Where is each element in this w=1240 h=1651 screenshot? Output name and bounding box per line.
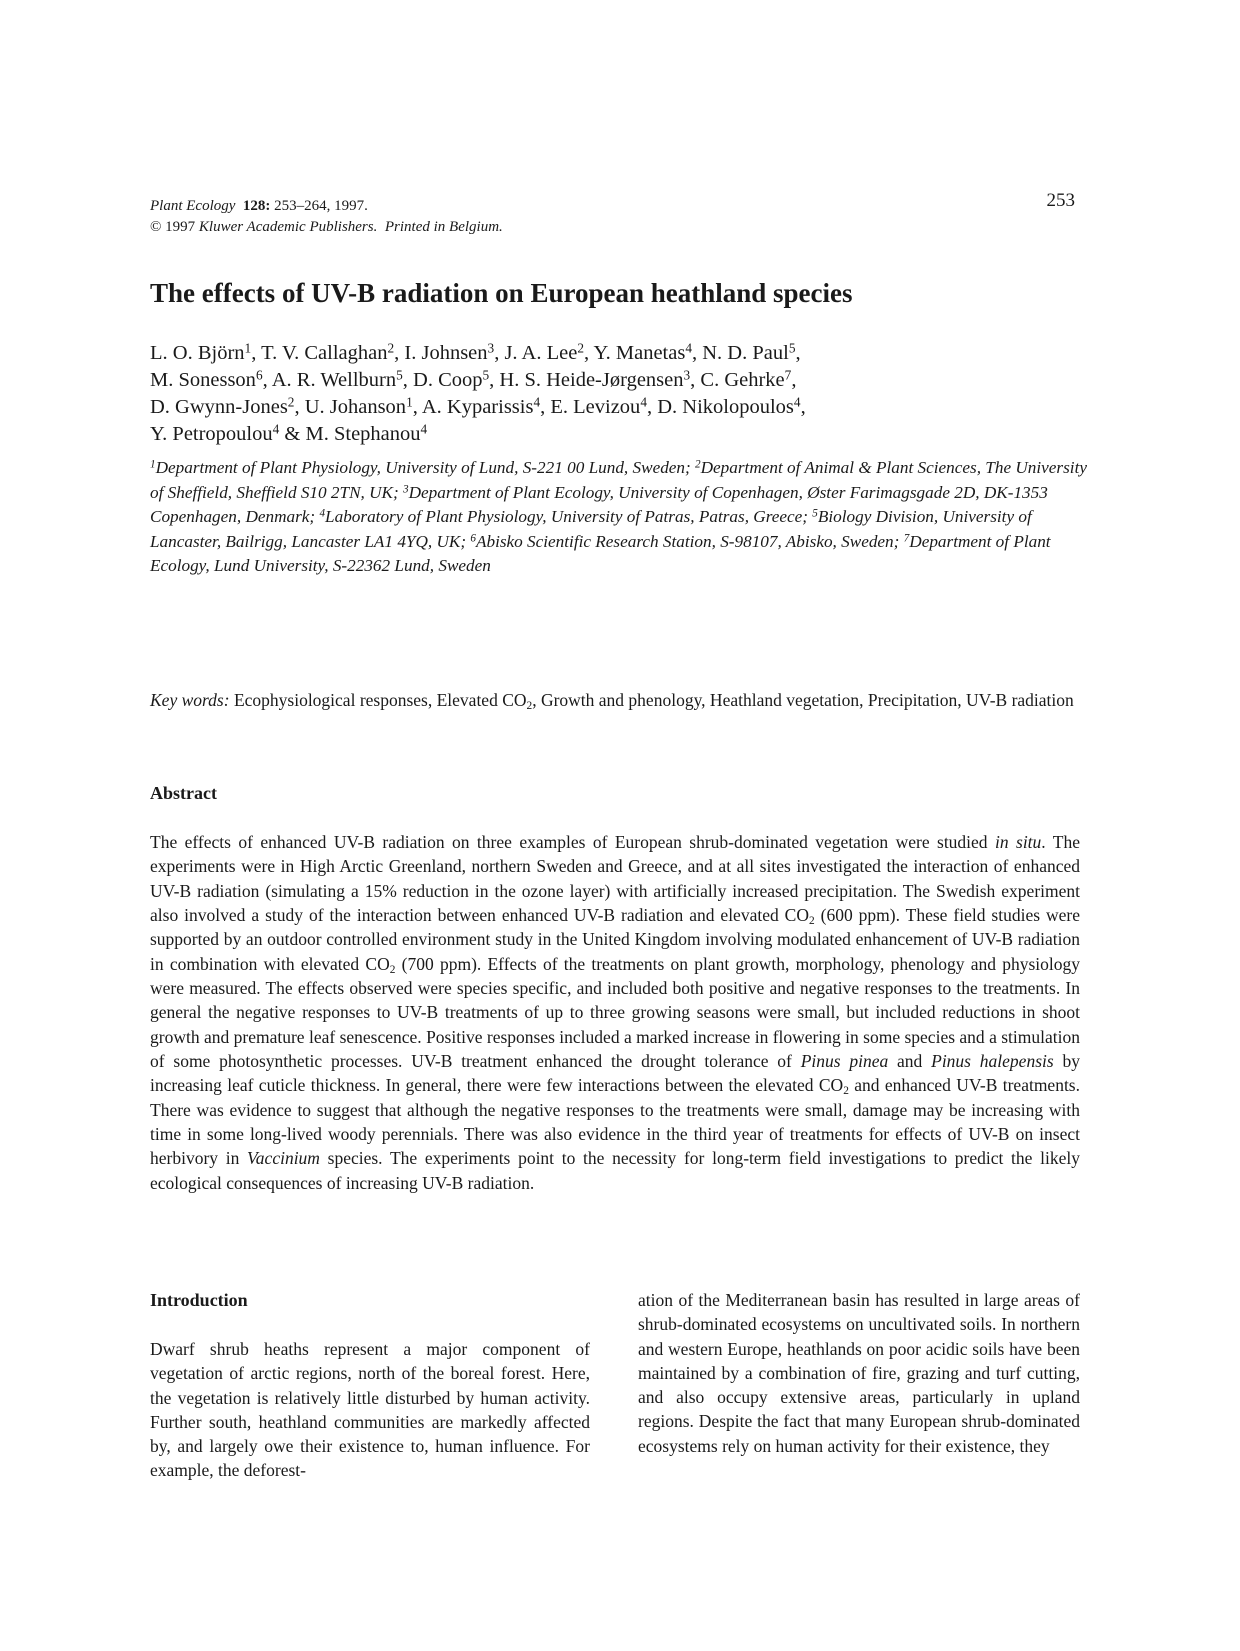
affiliation-text: Biology Division, University of Lancaster, Bailrigg, Lancaster LA1 4YQ, UK; <box>150 507 1032 551</box>
copyright-line <box>150 217 503 238</box>
journal-pages: 253–264, 1997. <box>274 198 368 214</box>
author-name: I. Johnsen <box>404 342 488 364</box>
affiliation-text: Abisko Scientific Research Station, S-98107, Abisko, Sweden; <box>475 531 904 551</box>
printed-in: Printed in Belgium. <box>384 219 503 235</box>
author-name: A. Kyparissis <box>421 396 534 418</box>
abstract-emphasis: in situ <box>994 832 1042 852</box>
abstract-text: species. The experiments point to the necessity for long-term field investigations to predict the likely ecological consequences of increasing UV-B radiation. <box>150 1148 1080 1193</box>
author-affiliation-mark: 1 <box>244 340 252 356</box>
author-separator: , <box>583 342 594 364</box>
abstract-text: (700 ppm). Effects of the treatments on plant growth, morphology, phenology and physiology were measured. The effects observed were species specific, and included both positive and negative responses to the treatments. In general the negative responses to UV-B treatments of up to three growing seasons were small, but included reductions in shoot growth and premature leaf senescence. Positive responses included a marked increase in flowering in some species and a stimulation of some photosynthetic processes. UV-B treatment enhanced the drought tolerance of <box>150 953 1081 1072</box>
affiliation-mark: 5 <box>812 507 818 520</box>
author-affiliation-mark: 4 <box>420 421 428 437</box>
affiliation-text: Department of Plant Ecology, Lund University, S-22362 Lund, Sweden <box>150 531 1051 575</box>
author-affiliation-mark: 7 <box>784 367 792 383</box>
author-separator: , <box>402 369 414 391</box>
affiliations <box>150 456 1090 579</box>
species-name: Vaccinium <box>247 1148 320 1169</box>
author-separator: , <box>262 369 272 391</box>
author-affiliation-mark: 4 <box>793 394 801 410</box>
author-affiliation-mark: 2 <box>577 340 584 356</box>
author-affiliation-mark: 2 <box>287 394 295 410</box>
abstract-text: and <box>888 1051 932 1072</box>
affiliation-mark: 3 <box>403 482 409 495</box>
author-name: Y. Manetas <box>593 342 686 364</box>
author-affiliation-mark: 3 <box>487 340 495 356</box>
abstract-text: (600 ppm). These field studies were supported by an outdoor controlled environment study in the United Kingdom involving modulated enhancement of UV-B radiation in combination with elevated CO <box>150 905 1080 974</box>
author-affiliation-mark: 1 <box>406 394 413 410</box>
affiliation-mark: 6 <box>470 531 476 544</box>
author-separator: , <box>791 369 797 391</box>
abstract-heading: Abstract <box>150 783 217 803</box>
author-affiliation-mark: 6 <box>255 367 263 383</box>
author-affiliation-mark: 4 <box>685 340 692 356</box>
species-name: Pinus pinea <box>800 1051 889 1072</box>
author-name: M. Stephanou <box>305 423 421 445</box>
abstract-text: . The experiments were in High Arctic Greenland, northern Sweden and Greece, and at all sites investigated the interaction of enhanced UV-B radiation (simulating a 15% reduction in the ozone layer) with artificially increased precipitation. The Swedish experiment also involved a study of the interaction between enhanced UV-B radiation and elevated CO <box>150 832 1080 926</box>
author-line-2 <box>150 369 796 391</box>
copyright-icon: © <box>150 219 162 235</box>
paper-title: The effects of UV-B radiation on European heathland species <box>150 278 853 308</box>
author-separator: , <box>795 342 801 364</box>
abstract-text: The effects of enhanced UV-B radiation on three examples of European shrub-dominated vegetation were studied <box>150 832 995 852</box>
author-separator: , <box>692 342 703 364</box>
introduction-heading: Introduction <box>150 1290 248 1310</box>
author-separator: , <box>394 342 405 364</box>
author-list <box>150 340 1080 448</box>
abstract-body <box>150 830 1080 1195</box>
affiliation-text: Department of Plant Physiology, University of Lund, S-221 00 Lund, Sweden; <box>155 458 696 477</box>
subscript: 2 <box>809 914 815 927</box>
author-name: U. Johanson <box>304 396 407 418</box>
author-affiliation-mark: 5 <box>396 367 403 383</box>
copyright-year: 1997 <box>165 219 196 235</box>
publisher: Kluwer Academic Publishers. <box>198 219 378 235</box>
introduction-column-left: Dwarf shrub heaths represent a major component of vegetation of arctic regions, north of the boreal forest. Here, the vegetation is relatively little disturbed by human activity. Further south, heathland communities are markedly affected by, and largely owe their existence to, human influence. For example, the deforest- <box>150 1339 590 1481</box>
author-name: E. Levizou <box>550 396 641 418</box>
author-name: Y. Petropoulou <box>150 423 273 445</box>
affiliation-mark: 4 <box>319 507 326 520</box>
author-separator: , <box>251 342 262 364</box>
author-name: D. Nikolopoulos <box>657 396 794 418</box>
author-name: L. O. Björn <box>150 342 245 364</box>
subscript: 2 <box>389 963 396 976</box>
author-name: J. A. Lee <box>504 342 578 364</box>
author-affiliation-mark: 3 <box>683 367 691 383</box>
author-affiliation-mark: 4 <box>640 394 647 410</box>
introduction-column-right: ation of the Mediterranean basin has resulted in large areas of shrub-dominated ecosystems on uncultivated soils. In northern and western Europe, heathlands on poor acidic soils have been maintained by a combination of fire, grazing and turf cutting, and also occupy extensive areas, particularly in upland regions. Despite the fact that many European shrub-dominated ecosystems rely on human activity for their existence, they <box>638 1290 1080 1456</box>
keywords-text: Ecophysiological responses, Elevated CO <box>233 690 527 710</box>
author-name: D. Coop <box>413 369 483 391</box>
author-affiliation-mark: 5 <box>482 367 490 383</box>
author-separator: , <box>540 396 551 418</box>
author-name: D. Gwynn-Jones <box>150 396 288 418</box>
author-separator: , <box>489 369 500 391</box>
author-line-4 <box>150 423 427 445</box>
subscript: 2 <box>843 1085 849 1098</box>
author-affiliation-mark: 2 <box>387 340 395 356</box>
author-name: H. S. Heide-Jørgensen <box>499 369 684 391</box>
author-separator: , <box>800 396 806 418</box>
abstract-text: by increasing leaf cuticle thickness. In general, there were few interactions between the elevated CO <box>150 1051 1080 1096</box>
keywords-label: Key words: <box>150 690 230 710</box>
author-affiliation-mark: 4 <box>533 394 541 410</box>
author-line-3 <box>150 396 806 418</box>
author-affiliation-mark: 5 <box>788 340 796 356</box>
author-separator: , <box>294 396 305 418</box>
species-name: Pinus halepensis <box>931 1051 1054 1072</box>
author-affiliation-mark: 4 <box>272 421 280 437</box>
journal-line <box>150 196 503 217</box>
affiliation-text: Laboratory of Plant Physiology, University of Patras, Patras, Greece; <box>325 507 813 526</box>
author-separator: , <box>494 342 505 364</box>
journal-citation <box>150 196 503 238</box>
author-line-1 <box>150 342 801 364</box>
author-name: T. V. Callaghan <box>261 342 388 364</box>
journal-volume: 128: <box>242 198 271 214</box>
subscript: 2 <box>526 699 533 712</box>
keywords <box>150 688 1080 712</box>
keywords-text: , Growth and phenology, Heathland vegetation, Precipitation, UV-B radiation <box>532 690 1074 710</box>
page-number: 253 <box>1046 190 1075 211</box>
author-separator: , <box>690 369 701 391</box>
affiliation-mark: 2 <box>695 458 701 471</box>
author-name: C. Gehrke <box>700 369 785 391</box>
journal-name: Plant Ecology <box>150 198 236 214</box>
author-separator: , <box>412 396 422 418</box>
affiliation-mark: 7 <box>903 531 910 544</box>
affiliation-text: Department of Plant Ecology, University of Copenhagen, Øster Farimagsgade 2D, DK-1353 Copenhagen, Denmark; <box>150 482 1048 526</box>
affiliation-mark: 1 <box>150 458 156 471</box>
author-separator: , <box>646 396 658 418</box>
abstract-text: and enhanced UV-B treatments. There was evidence to suggest that although the negative responses to the treatments were small, damage may be increasing with time in some long-lived woody perennials. There was also evidence in the third year of treatments for effects of UV-B on insect herbivory in <box>150 1075 1080 1169</box>
affiliation-text: Department of Animal & Plant Sciences, The University of Sheffield, Sheffield S10 2TN, UK; <box>150 458 1087 502</box>
author-name: A. R. Wellburn <box>271 369 397 391</box>
author-name: N. D. Paul <box>702 342 789 364</box>
author-separator: & <box>279 423 306 445</box>
author-name: M. Sonesson <box>150 369 256 391</box>
